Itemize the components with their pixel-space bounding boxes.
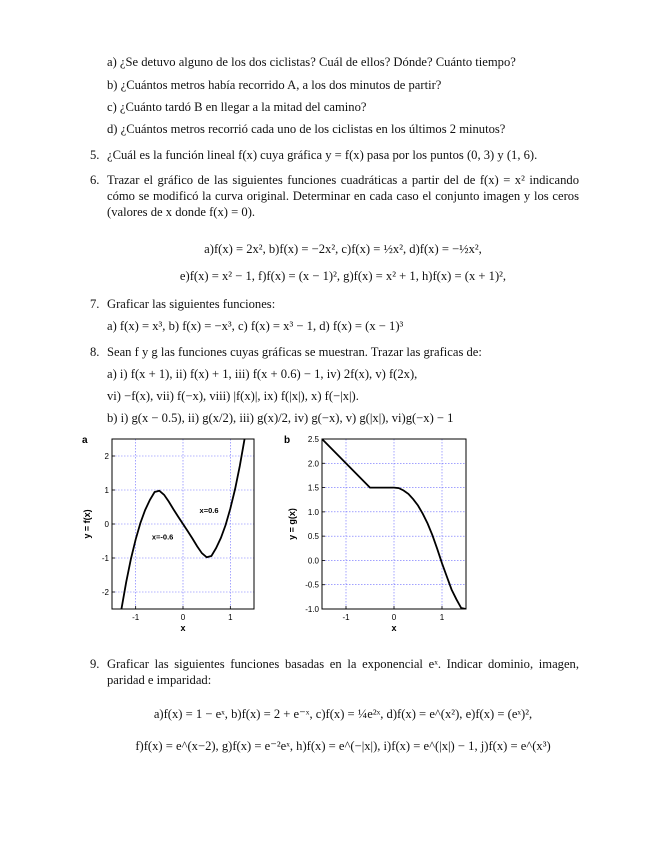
y-tick-label: -1.0 [305,605,319,614]
x-tick-label: -1 [132,613,140,622]
q8-number: 8. [90,345,100,359]
x-tick-label: -1 [342,613,350,622]
y-tick-label: 2.0 [307,459,319,469]
y-tick-label: 1 [104,486,109,495]
y-axis-label: y = g(x) [287,508,297,540]
q6-text: Trazar el gráfico de las siguientes funciones cuadráticas a partir del de f(x) = x² indicando cómo se modificó la curva original. Determinar en cada caso el conjunto imagen y los ceros (valores de x donde f(x) = 0). [107,173,579,219]
item-b: b) ¿Cuántos metros había recorrido A, a los dos minutos de partir? [107,78,442,92]
q6-equation-line-1: a)f(x) = 2x², b)f(x) = −2x², c)f(x) = ½x², d)f(x) = −½x², [204,242,482,256]
q6-number: 6. [90,173,100,187]
plot-f [80,432,270,642]
q5-number: 5. [90,148,100,162]
x-tick-label: 0 [180,613,186,622]
q8-part-a-cont: vi) −f(x), vii) f(−x), viii) |f(x)|, ix) f(|x|), x) f(−|x|). [107,389,359,403]
y-tick-label: -0.5 [305,580,319,590]
y-tick-label: 1.0 [307,507,319,517]
q9-equation-line-2: f)f(x) = e^(x−2), g)f(x) = e⁻²eˣ, h)f(x) = e^(−|x|), i)f(x) = e^(|x|) − 1, j)f(x) = e^(x³) [135,739,551,753]
item-c: c) ¿Cuánto tardó B en llegar a la mitad del camino? [107,100,367,114]
x-tick-label: 1 [439,613,445,622]
x-axis-label: x [180,623,186,633]
annotation-label: x=0.6 [199,505,219,515]
q5-text: ¿Cuál es la función lineal f(x) cuya gráfica y = f(x) pasa por los puntos (0, 3) y (1, 6). [107,148,538,162]
q8-text: Sean f y g las funciones cuyas gráficas se muestran. Trazar las graficas de: [107,345,482,359]
y-tick-label: 0.5 [307,532,319,542]
y-tick-label: 0 [104,520,109,529]
y-axis-label: y = f(x) [82,509,92,539]
plot-g [282,432,478,642]
y-tick-label: 0.0 [307,556,319,566]
annotation-label: x=-0.6 [151,532,174,542]
q7-text: Graficar las siguientes funciones: [107,297,276,311]
item-a: a) ¿Se detuvo alguno de los dos ciclistas? Cuál de ellos? Dónde? Cuánto tiempo? [107,55,516,69]
q7-number: 7. [90,297,100,311]
y-tick-label: 2 [104,452,109,461]
item-d: d) ¿Cuántos metros recorrió cada uno de los ciclistas en los últimos 2 minutos? [107,122,506,136]
q8-part-a: a) i) f(x + 1), ii) f(x) + 1, iii) f(x + 0.6) − 1, iv) 2f(x), v) f(2x), [107,367,418,381]
q9-text: Graficar las siguientes funciones basadas en la exponencial eˣ. Indicar dominio, imagen, paridad e imparidad: [107,657,579,687]
panel-label: a [82,435,88,446]
q9-equation-line-1: a)f(x) = 1 − eˣ, b)f(x) = 2 + e⁻ˣ, c)f(x) = ¼e²ˣ, d)f(x) = e^(x²), e)f(x) = (eˣ)², [153,707,533,721]
y-tick-label: 2.5 [307,435,319,444]
y-tick-label: -1 [101,554,109,563]
panel-label: b [284,435,291,446]
x-tick-label: 1 [228,613,233,622]
x-axis-label: x [391,623,397,633]
y-tick-label: 1.5 [307,483,319,493]
q7-functions: a) f(x) = x³, b) f(x) = −x³, c) f(x) = x³ − 1, d) f(x) = (x − 1)³ [107,319,404,333]
q6-equation-line-2: e)f(x) = x² − 1, f)f(x) = (x − 1)², g)f(x) = x² + 1, h)f(x) = (x + 1)², [179,269,507,283]
y-tick-label: -2 [101,588,109,597]
x-tick-label: 0 [391,613,397,622]
q9-number: 9. [90,657,100,671]
q8-part-b: b) i) g(x − 0.5), ii) g(x/2), iii) g(x)/2, iv) g(−x), v) g(|x|), vi)g(−x) − 1 [107,411,454,425]
